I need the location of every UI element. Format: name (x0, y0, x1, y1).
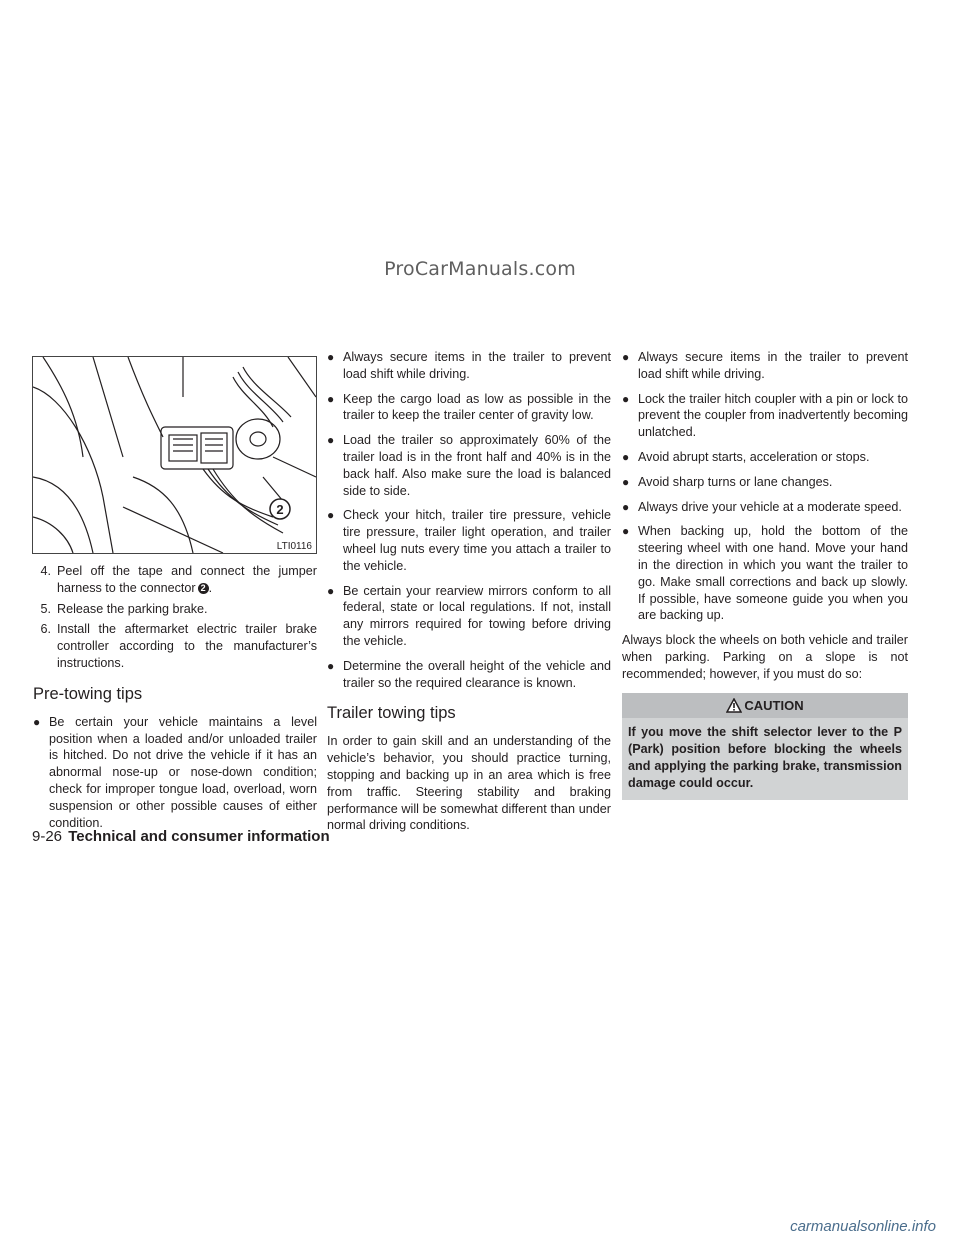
column-2 (327, 349, 611, 844)
page-number: 9-26 (32, 828, 63, 845)
list-item-text: Keep the cargo load as low as possible in the trailer to keep the trailer center of gravity low. (343, 391, 611, 423)
list-item (327, 507, 611, 574)
page-footer (32, 828, 330, 845)
list-item (33, 714, 317, 832)
connector-ref-icon: 2 (198, 583, 209, 594)
bullet-icon: ● (622, 524, 630, 539)
list-item-text: Be certain your rearview mirrors conform to all federal, state or local regulations. If not, install any mirrors required for towing before driving the vehicle. (343, 583, 611, 648)
list-item-text: Check your hitch, trailer tire pressure, vehicle tire pressure, trailer light operation, and trailer wheel lug nuts every time you attach a trailer to the vehicle. (343, 508, 611, 573)
bullet-icon: ● (33, 714, 41, 729)
list-item (622, 499, 908, 516)
list-item (327, 432, 611, 499)
step-number: 6. (40, 622, 51, 637)
paragraph: In order to gain skill and an understanding of the vehicle’s behavior, you should practice turning, stopping and backing up in an area which is free from traffic. Steering stability and braking performance will be somewhat different than under normal driving conditions. (327, 734, 611, 833)
connector-drawing (33, 357, 316, 553)
step-item (33, 563, 317, 597)
pretowing-list (33, 714, 317, 832)
bullet-icon: ● (622, 474, 630, 489)
caution-text: If you move the shift selector lever to the P (Park) position before blocking the wheels and applying the parking brake, transmission damage could occur. (628, 725, 902, 790)
trailer-tips-list (327, 349, 611, 691)
list-item-text: Always secure items in the trailer to prevent load shift while driving. (343, 350, 611, 381)
steps-list (33, 563, 317, 672)
section-heading-trailer-towing: Trailer towing tips (327, 704, 456, 723)
list-item (327, 349, 611, 383)
list-item-text: Load the trailer so approximately 60% of the trailer load is in the front half and 40% is in the back half. Also make sure the load is balanced side to side. (343, 433, 611, 498)
list-item-text: Avoid sharp turns or lane changes. (638, 474, 833, 489)
list-item-text: When backing up, hold the bottom of the steering wheel with one hand. Move your hand in the direction in which you want the trailer to go. Make small corrections and back up slowly. If possible, have someone guide you when you are backing up. (638, 524, 908, 623)
connector-illustration (32, 356, 317, 554)
caution-header (622, 693, 908, 719)
section-heading-pretowing: Pre-towing tips (33, 684, 143, 703)
column-1 (33, 563, 317, 839)
step-text: Peel off the tape and connect the jumper harness to the connector (57, 564, 317, 595)
bullet-icon: ● (622, 449, 630, 464)
step-item (33, 621, 317, 671)
bullet-icon: ● (327, 350, 335, 364)
column-3 (622, 349, 908, 800)
list-item-text: Be certain your vehicle maintains a level position when a loaded and/or unloaded trailer is hitched. Do not drive the vehicle if it has an abnormal nose-up or nose-down condition; check for improper tongue load, overload, worn suspension or other possible causes of either condition. (49, 714, 317, 830)
bullet-icon: ● (622, 391, 630, 406)
list-item-text: Always secure items in the trailer to prevent load shift while driving. (638, 350, 908, 381)
paragraph: Always block the wheels on both vehicle and trailer when parking. Parking on a slope is not recommended; however, if you must do so: (622, 633, 908, 681)
list-item (622, 449, 908, 466)
list-item (622, 474, 908, 491)
bullet-icon: ● (622, 499, 630, 514)
bullet-icon: ● (327, 391, 335, 406)
caution-box (622, 693, 908, 800)
list-item-text: Lock the trailer hitch coupler with a pin or lock to prevent the coupler from inadvertently becoming unlatched. (638, 391, 908, 440)
step-text: Install the aftermarket electric trailer brake controller according to the manufacturer’s instructions. (57, 622, 317, 670)
bullet-icon: ● (327, 583, 335, 598)
list-item (622, 523, 908, 624)
step-number: 4. (40, 564, 51, 578)
warning-icon (726, 698, 742, 713)
step-number: 5. (40, 601, 51, 616)
bullet-icon: ● (327, 508, 335, 523)
list-item (327, 658, 611, 692)
bullet-icon: ● (327, 433, 335, 448)
bullet-icon: ● (622, 350, 630, 364)
list-item-text: Determine the overall height of the vehicle and trailer so the required clearance is known. (343, 658, 611, 690)
step-punct: . (208, 580, 213, 595)
list-item (622, 391, 908, 441)
list-item (327, 583, 611, 650)
step-text: Release the parking brake. (57, 601, 208, 616)
driving-tips-list (622, 349, 908, 624)
section-title: Technical and consumer information (68, 828, 330, 845)
site-brand: carmanualsonline.info (790, 1218, 936, 1235)
callout-number: 2 (276, 502, 284, 517)
list-item (327, 391, 611, 425)
list-item-text: Avoid abrupt starts, acceleration or stops. (638, 449, 870, 464)
caution-title: CAUTION (744, 697, 804, 713)
bullet-icon: ● (327, 658, 335, 673)
list-item-text: Always drive your vehicle at a moderate speed. (638, 499, 902, 514)
list-item (622, 349, 908, 383)
step-item (33, 601, 317, 618)
watermark-text: ProCarManuals.com (384, 258, 576, 280)
figure-code: LTI0116 (276, 541, 312, 552)
